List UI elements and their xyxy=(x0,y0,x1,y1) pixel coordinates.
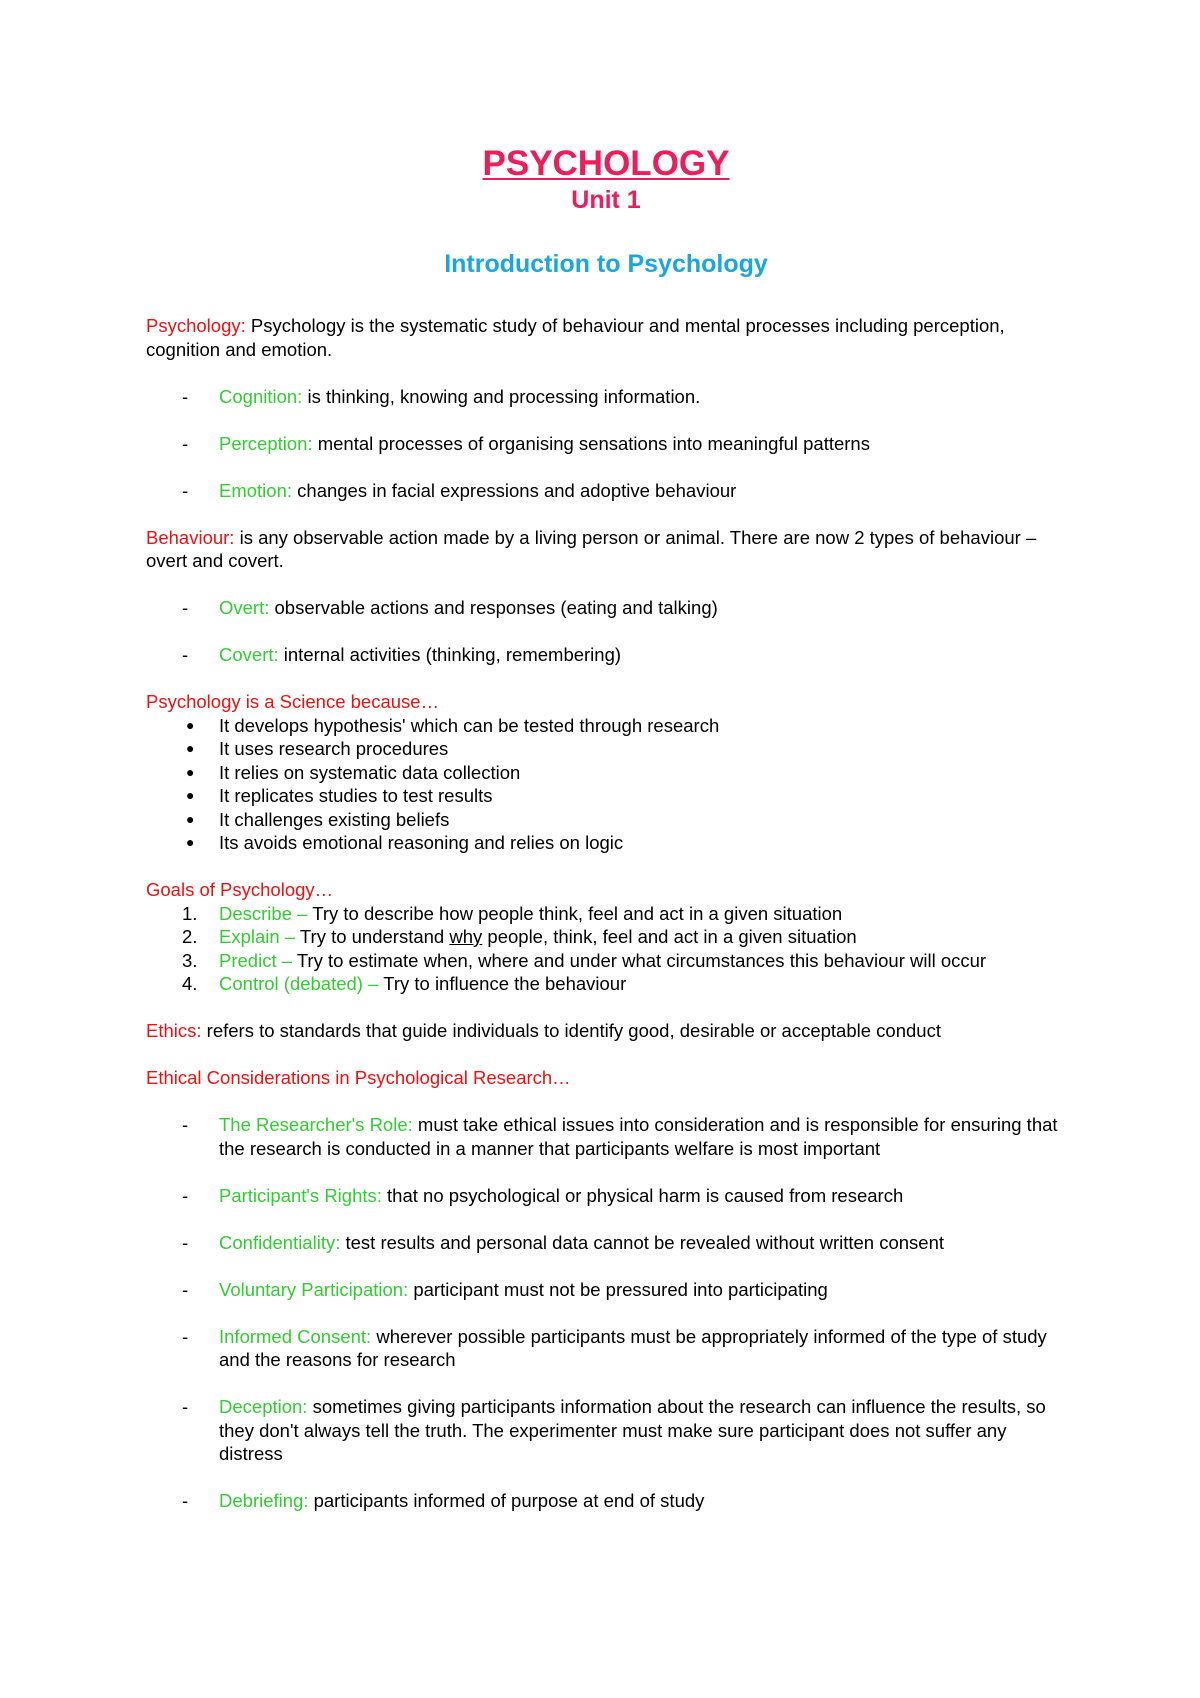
dash-marker: - xyxy=(182,597,189,618)
bullet-marker: ● xyxy=(186,716,195,733)
goal-text: Try to describe how people think, feel and act in a given situation xyxy=(307,902,843,924)
list-term: Voluntary Participation: xyxy=(219,1278,409,1300)
psychology-definition xyxy=(146,314,1066,361)
goal-term: Explain – xyxy=(219,926,296,947)
bullet-text: It relies on systematic data collection xyxy=(219,761,521,783)
dash-marker: - xyxy=(182,1325,189,1347)
list-item xyxy=(146,1325,1066,1372)
list-term: The Researcher's Role: xyxy=(219,1114,413,1135)
behaviour-term: Behaviour: xyxy=(146,526,235,548)
list-text: that no psychological or physical harm is caused from research xyxy=(381,1184,904,1206)
list-text: must take ethical issues into consideration and is responsible for ensuring that the research is conducted in a manner that participants welfare is most important xyxy=(219,1114,1058,1159)
list-text: wherever possible participants must be appropriately informed of the type of study and the reasons for research xyxy=(219,1325,1047,1370)
dash-marker: - xyxy=(182,1490,189,1511)
unit-label: Unit 1 xyxy=(571,186,641,214)
bullet-item xyxy=(146,737,1066,761)
dash-marker: - xyxy=(182,1396,189,1417)
psychology-term: Psychology: xyxy=(146,315,246,336)
item-number: 4. xyxy=(182,973,198,994)
list-term: Confidentiality: xyxy=(219,1231,341,1253)
list-text: internal activities (thinking, remembering) xyxy=(278,644,622,665)
bullet-marker: ● xyxy=(186,810,195,827)
list-text: is thinking, knowing and processing information. xyxy=(302,385,701,407)
goal-term: Predict – xyxy=(219,949,293,971)
list-term: Deception: xyxy=(219,1396,308,1417)
list-text: observable actions and responses (eating and talking) xyxy=(269,597,718,618)
item-number: 1. xyxy=(182,902,198,924)
goal-underlined-word: why xyxy=(449,926,483,947)
list-text: participants informed of purpose at end of study xyxy=(308,1490,705,1511)
list-item xyxy=(146,432,1066,456)
bullet-text: It replicates studies to test results xyxy=(219,785,493,806)
list-text: participant must not be pressured into participating xyxy=(408,1278,828,1300)
dash-marker: - xyxy=(182,1184,189,1206)
item-number: 3. xyxy=(182,949,198,971)
bullet-marker: ● xyxy=(186,763,195,780)
list-item xyxy=(146,596,1066,620)
behaviour-text: is any observable action made by a living person or animal. There are now 2 types of behaviour – overt and covert. xyxy=(146,526,1037,571)
psychology-text: Psychology is the systematic study of behaviour and mental processes including perception, cognition and emotion. xyxy=(146,315,1005,360)
bullet-marker: ● xyxy=(186,834,195,850)
goal-text-before: Try to understand xyxy=(295,926,450,947)
bullet-text: It uses research procedures xyxy=(219,738,449,759)
list-item xyxy=(146,1395,1066,1466)
ethics-text: refers to standards that guide individuals to identify good, desirable or acceptable conduct xyxy=(201,1020,941,1041)
dash-marker: - xyxy=(182,1114,189,1135)
list-item xyxy=(146,479,1066,503)
ethics-definition xyxy=(146,1019,1066,1043)
document-content xyxy=(146,144,1066,1513)
bullet-item xyxy=(146,831,1066,855)
dash-marker: - xyxy=(182,644,189,665)
list-item xyxy=(146,1184,1066,1208)
bullet-text: It develops hypothesis' which can be tested through research xyxy=(219,714,720,736)
list-term: Participant's Rights: xyxy=(219,1184,382,1206)
science-heading: Psychology is a Science because… xyxy=(146,691,440,712)
list-item xyxy=(146,1489,1066,1513)
dash-marker: - xyxy=(182,385,189,407)
dash-marker: - xyxy=(182,1231,189,1253)
list-term: Debriefing: xyxy=(219,1490,309,1511)
list-term: Overt: xyxy=(219,597,270,618)
bullet-item xyxy=(146,714,1066,738)
list-item xyxy=(146,643,1066,667)
ethical-heading: Ethical Considerations in Psychological Research… xyxy=(146,1067,571,1088)
goal-text-after: people, think, feel and act in a given situation xyxy=(482,926,857,947)
dash-marker: - xyxy=(182,479,189,501)
list-text: sometimes giving participants information about the research can influence the results, so they don't always tell the truth. The experimenter must make sure participant does not suffer any distress xyxy=(219,1396,1046,1464)
bullet-text: It challenges existing beliefs xyxy=(219,808,450,830)
goal-term: Control (debated) – xyxy=(219,973,379,994)
list-item xyxy=(146,385,1066,409)
title-block xyxy=(146,144,1066,280)
bullet-item xyxy=(146,808,1066,832)
goals-heading: Goals of Psychology… xyxy=(146,879,334,900)
list-term: Emotion: xyxy=(219,479,293,501)
list-term: Covert: xyxy=(219,644,279,665)
list-term: Informed Consent: xyxy=(219,1325,372,1347)
list-item xyxy=(146,1278,1066,1302)
bullet-item xyxy=(146,784,1066,808)
numbered-item xyxy=(146,949,1066,973)
bullet-marker: ● xyxy=(186,740,195,756)
list-term: Perception: xyxy=(219,432,313,454)
numbered-item xyxy=(146,925,1066,949)
goal-text: Try to estimate when, where and under what circumstances this behaviour will occur xyxy=(292,949,987,971)
list-term: Cognition: xyxy=(219,385,303,407)
list-text: changes in facial expressions and adoptive behaviour xyxy=(292,479,737,501)
bullet-text: Its avoids emotional reasoning and relies on logic xyxy=(219,832,624,853)
numbered-item xyxy=(146,902,1066,926)
list-text: test results and personal data cannot be revealed without written consent xyxy=(340,1231,945,1253)
goal-term: Describe – xyxy=(219,902,308,924)
bullet-marker: ● xyxy=(186,787,195,803)
bullet-item xyxy=(146,761,1066,785)
dash-marker: - xyxy=(182,432,189,454)
list-text: mental processes of organising sensations into meaningful patterns xyxy=(312,432,870,454)
list-item xyxy=(146,1113,1066,1160)
behaviour-definition xyxy=(146,526,1066,573)
document-title: PSYCHOLOGY xyxy=(482,144,730,183)
dash-marker: - xyxy=(182,1278,189,1300)
goal-text: Try to influence the behaviour xyxy=(378,973,627,994)
numbered-item xyxy=(146,972,1066,996)
list-item xyxy=(146,1231,1066,1255)
ethics-term: Ethics: xyxy=(146,1020,202,1041)
item-number: 2. xyxy=(182,926,198,947)
document-subtitle: Introduction to Psychology xyxy=(444,250,768,278)
